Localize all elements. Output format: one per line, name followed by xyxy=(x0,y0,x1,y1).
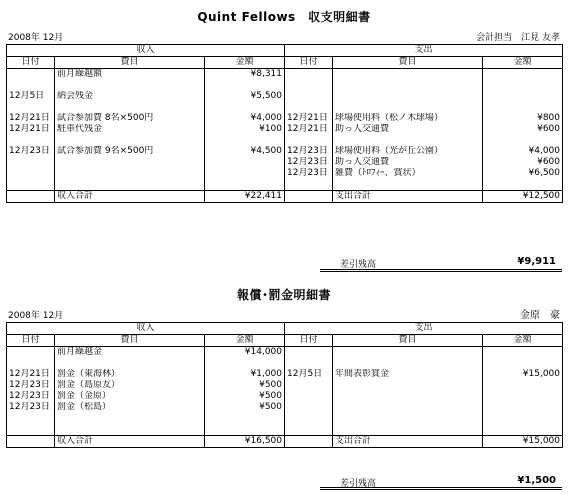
doc2-balance-row xyxy=(320,474,562,488)
doc1-title: Quint Fellows 収支明細書 xyxy=(197,10,371,24)
income-date: 12月21日 xyxy=(9,369,50,379)
income-date xyxy=(7,347,55,359)
expense-amount: ¥800 xyxy=(483,113,563,124)
expense-amount xyxy=(483,347,563,359)
expense-total: ¥12,500 xyxy=(483,191,563,203)
table-row xyxy=(7,113,563,124)
income-total: ¥16,500 xyxy=(205,436,285,448)
expense-total-label: 支出合計 xyxy=(333,436,483,448)
income-amount xyxy=(205,80,285,91)
income-date: 12月21日 xyxy=(9,124,50,134)
income-item xyxy=(55,102,205,113)
expense-date xyxy=(285,402,333,413)
doc2-rows xyxy=(7,347,563,436)
income-amount: ¥4,500 xyxy=(205,146,285,157)
expense-date: 12月23日 xyxy=(285,146,333,157)
income-date: 12月5日 xyxy=(9,91,45,101)
expense-date xyxy=(285,391,333,402)
col-amount: 金額 xyxy=(205,57,285,69)
income-item xyxy=(55,179,205,191)
doc2-manager: 金原 豪 xyxy=(520,310,560,321)
expense-date: 12月21日 xyxy=(285,124,333,135)
income-header: 収入 xyxy=(7,323,285,335)
income-amount xyxy=(205,102,285,113)
expense-amount xyxy=(483,135,563,146)
table-row xyxy=(7,369,563,380)
expense-item xyxy=(333,179,483,191)
doc1-manager: 会計担当 江見 友孝 xyxy=(476,33,560,43)
expense-item xyxy=(333,402,483,413)
income-date xyxy=(7,413,55,424)
income-amount xyxy=(205,179,285,191)
income-total: ¥22,411 xyxy=(205,191,285,203)
table-row xyxy=(7,124,563,135)
income-amount xyxy=(205,135,285,146)
income-item: 罰金（島原友） xyxy=(55,380,205,391)
col-item: 費目 xyxy=(55,57,205,69)
income-date xyxy=(7,168,55,179)
expense-amount xyxy=(483,69,563,81)
expense-item xyxy=(333,80,483,91)
expense-amount: ¥4,000 xyxy=(483,146,563,157)
expense-header: 支出 xyxy=(285,323,563,335)
income-item xyxy=(55,424,205,436)
table-row xyxy=(7,380,563,391)
col-amount: 金額 xyxy=(483,335,563,347)
doc2-total-row xyxy=(7,436,563,448)
table-row xyxy=(7,347,563,359)
income-date: 12月23日 xyxy=(9,380,50,390)
income-date: 12月23日 xyxy=(9,402,50,412)
income-item xyxy=(55,157,205,168)
income-date xyxy=(7,424,55,436)
income-date xyxy=(7,179,55,191)
income-item: 前月繰越額 xyxy=(55,69,205,81)
expense-amount xyxy=(483,358,563,369)
income-date xyxy=(7,135,55,146)
income-item: 罰金（金原） xyxy=(55,391,205,402)
expense-date xyxy=(285,80,333,91)
expense-item: 助っ人交通費 xyxy=(333,157,483,168)
expense-amount: ¥6,500 xyxy=(483,168,563,179)
income-item xyxy=(55,80,205,91)
expense-amount xyxy=(483,179,563,191)
balance-label: 差引残高 xyxy=(340,479,377,489)
expense-item xyxy=(333,380,483,391)
income-amount: ¥100 xyxy=(205,124,285,135)
doc1-period: 2008年 12月 xyxy=(8,33,64,43)
income-item: 試合参加費 9名×500円 xyxy=(55,146,205,157)
income-item: 罰金（東海林） xyxy=(55,369,205,380)
expense-date xyxy=(285,358,333,369)
income-amount: ¥5,500 xyxy=(205,91,285,102)
expense-date: 12月5日 xyxy=(285,369,333,380)
doc1-ledger-table xyxy=(6,44,563,203)
expense-amount: ¥600 xyxy=(483,124,563,135)
income-amount xyxy=(205,424,285,436)
income-item xyxy=(55,168,205,179)
income-amount xyxy=(205,413,285,424)
table-row xyxy=(7,135,563,146)
expense-date xyxy=(285,69,333,81)
expense-date xyxy=(285,102,333,113)
income-item: 駐車代残金 xyxy=(55,124,205,135)
col-amount: 金額 xyxy=(205,335,285,347)
income-amount: ¥500 xyxy=(205,380,285,391)
doc2-period: 2008年 12月 xyxy=(8,311,64,321)
table-row xyxy=(7,69,563,81)
col-date: 日付 xyxy=(7,57,55,69)
table-row xyxy=(7,168,563,179)
income-date xyxy=(7,69,55,81)
expense-date xyxy=(285,347,333,359)
doc1-balance-underline xyxy=(320,271,562,272)
income-date xyxy=(7,358,55,369)
expense-item xyxy=(333,413,483,424)
balance-value: ¥1,500 xyxy=(517,475,556,486)
income-amount: ¥14,000 xyxy=(205,347,285,359)
expense-amount xyxy=(483,391,563,402)
expense-header: 支出 xyxy=(285,45,563,57)
income-amount: ¥4,000 xyxy=(205,113,285,124)
expense-amount xyxy=(483,413,563,424)
income-date: 12月23日 xyxy=(9,146,50,156)
table-row xyxy=(7,146,563,157)
col-item: 費目 xyxy=(333,335,483,347)
table-row xyxy=(7,358,563,369)
expense-item xyxy=(333,102,483,113)
income-total-label: 収入合計 xyxy=(55,436,205,448)
expense-date xyxy=(285,380,333,391)
income-item xyxy=(55,135,205,146)
expense-item xyxy=(333,358,483,369)
doc1-rows xyxy=(7,69,563,191)
table-row xyxy=(7,80,563,91)
income-item: 試合参加費 8名×500円 xyxy=(55,113,205,124)
expense-total-label: 支出合計 xyxy=(333,191,483,203)
expense-amount xyxy=(483,102,563,113)
income-amount: ¥1,000 xyxy=(205,369,285,380)
income-item xyxy=(55,413,205,424)
income-date xyxy=(7,80,55,91)
expense-amount: ¥15,000 xyxy=(483,369,563,380)
col-date: 日付 xyxy=(7,335,55,347)
doc1-total-row xyxy=(7,191,563,203)
income-date xyxy=(7,102,55,113)
doc2-balance-underline xyxy=(320,489,562,490)
col-item: 費目 xyxy=(333,57,483,69)
expense-amount xyxy=(483,402,563,413)
expense-date xyxy=(285,91,333,102)
table-row xyxy=(7,102,563,113)
income-date: 12月23日 xyxy=(9,391,50,401)
table-row xyxy=(7,391,563,402)
expense-item xyxy=(333,91,483,102)
col-amount: 金額 xyxy=(483,57,563,69)
table-row xyxy=(7,413,563,424)
col-item: 費目 xyxy=(55,335,205,347)
expense-amount: ¥600 xyxy=(483,157,563,168)
expense-item xyxy=(333,424,483,436)
expense-item: 球場使用料（松ノ木球場） xyxy=(333,113,483,124)
income-header: 収入 xyxy=(7,45,285,57)
expense-item: 助っ人交通費 xyxy=(333,124,483,135)
expense-date xyxy=(285,179,333,191)
income-item xyxy=(55,358,205,369)
expense-amount xyxy=(483,424,563,436)
doc1-balance-row xyxy=(320,255,562,270)
expense-date: 12月23日 xyxy=(285,168,333,179)
expense-date: 12月21日 xyxy=(285,113,333,124)
income-amount: ¥8,311 xyxy=(205,69,285,81)
doc2-title: 報償･罰金明細書 xyxy=(236,288,331,302)
col-date: 日付 xyxy=(285,57,333,69)
income-item: 前月繰越金 xyxy=(55,347,205,359)
expense-date xyxy=(285,424,333,436)
expense-date: 12月23日 xyxy=(285,157,333,168)
expense-total: ¥15,000 xyxy=(483,436,563,448)
income-amount: ¥500 xyxy=(205,391,285,402)
expense-amount xyxy=(483,91,563,102)
expense-item: 年間表彰賞金 xyxy=(333,369,483,380)
balance-label: 差引残高 xyxy=(340,260,377,270)
table-row xyxy=(7,91,563,102)
col-date: 日付 xyxy=(285,335,333,347)
expense-item xyxy=(333,69,483,81)
income-item: 罰金（松島） xyxy=(55,402,205,413)
expense-item: 球場使用料（光が丘公園） xyxy=(333,146,483,157)
income-amount xyxy=(205,157,285,168)
income-date: 12月21日 xyxy=(9,113,50,123)
expense-date xyxy=(285,413,333,424)
expense-amount xyxy=(483,380,563,391)
income-amount: ¥500 xyxy=(205,402,285,413)
expense-item xyxy=(333,347,483,359)
income-amount xyxy=(205,168,285,179)
table-row xyxy=(7,179,563,191)
expense-date xyxy=(285,135,333,146)
income-amount xyxy=(205,358,285,369)
doc2-ledger-table xyxy=(6,322,563,448)
income-total-label: 収入合計 xyxy=(55,191,205,203)
income-date xyxy=(7,157,55,168)
table-row xyxy=(7,402,563,413)
income-item: 納会残金 xyxy=(55,91,205,102)
expense-item xyxy=(333,391,483,402)
expense-amount xyxy=(483,80,563,91)
table-row xyxy=(7,157,563,168)
expense-item xyxy=(333,135,483,146)
table-row xyxy=(7,424,563,436)
balance-value: ¥9,911 xyxy=(517,256,556,267)
expense-item: 雑費（ﾄﾛﾌｨｰ、賞状） xyxy=(333,168,483,179)
